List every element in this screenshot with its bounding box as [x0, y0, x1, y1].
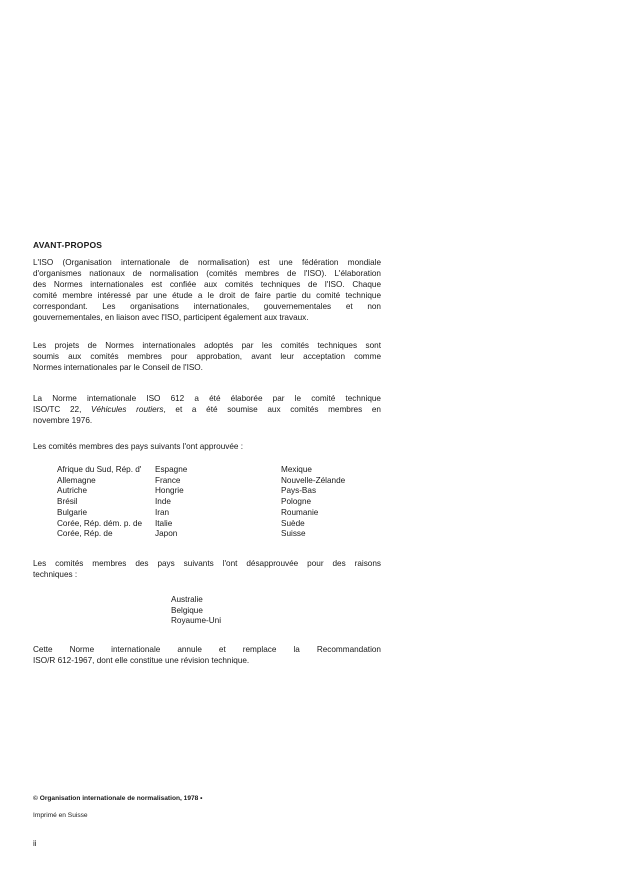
- country-item: Royaume-Uni: [171, 616, 222, 626]
- printed-notice: Imprimé en Suisse: [33, 812, 88, 819]
- standard-origin-paragraph: [33, 394, 381, 427]
- copyright-notice: © Organisation internationale de normalisation, 1978 •: [33, 795, 203, 802]
- text-line: novembre 1976.: [33, 415, 93, 425]
- text-line: [33, 405, 381, 416]
- text-line: des Normes internationales est confiée aux comités techniques de l'ISO. Chaque: [33, 279, 381, 289]
- country-item: Pologne: [281, 497, 312, 507]
- draft-standards-paragraph: [33, 341, 381, 374]
- text-line: d'organismes nationaux de normalisation (comités membres de l'ISO). L'élaboration: [33, 268, 381, 278]
- country-item: Suisse: [281, 529, 306, 539]
- country-item: Nouvelle-Zélande: [281, 475, 346, 485]
- committee-title: Véhicules routiers: [91, 404, 164, 414]
- country-item: Roumanie: [281, 507, 319, 517]
- country-item: France: [155, 475, 181, 485]
- page-number: ii: [33, 839, 37, 848]
- country-item: Allemagne: [57, 475, 96, 485]
- text-line: La Norme internationale ISO 612 a été élaborée par le comité technique: [33, 394, 381, 403]
- disapproval-intro: [33, 559, 381, 581]
- country-column: [57, 465, 142, 540]
- text-line: Les comités membres des pays suivants l'ont désapprouvée pour des raisons: [33, 559, 381, 568]
- country-item: Autriche: [57, 486, 88, 496]
- text-line: Normes internationales par le Conseil de l'ISO.: [33, 362, 203, 372]
- country-item: Espagne: [155, 465, 188, 474]
- text-line: Cette Norme internationale annule et remplace la Recommandation: [33, 645, 381, 654]
- country-item: Corée, Rép. dém. p. de: [57, 518, 143, 528]
- country-item: Italie: [155, 518, 173, 528]
- country-item: Japon: [155, 529, 178, 539]
- country-item: Hongrie: [155, 486, 184, 496]
- foreword-heading: AVANT-PROPOS: [33, 240, 103, 250]
- country-item: Pays-Bas: [281, 486, 317, 496]
- country-item: Brésil: [57, 497, 78, 507]
- text-line: soumis aux comités membres pour approbation, avant leur acceptation comme: [33, 351, 381, 361]
- country-item: Inde: [155, 497, 171, 507]
- text-line: comité membre intéressé par une étude a le droit de faire partie du comité technique: [33, 290, 381, 300]
- text-line: correspondant. Les organisations internationales, gouvernementales et non: [33, 301, 381, 311]
- country-item: Corée, Rép. de: [57, 529, 113, 539]
- cancellation-paragraph: [33, 645, 381, 667]
- country-column: [155, 465, 187, 540]
- country-item: Belgique: [171, 605, 203, 615]
- text-line: Les projets de Normes internationales adoptés par les comités techniques sont: [33, 341, 381, 350]
- country-item: Suède: [281, 518, 305, 528]
- text-line: gouvernementales, en liaison avec l'ISO, participent également aux travaux.: [33, 312, 309, 322]
- iso-intro-paragraph: [33, 258, 381, 323]
- text-line: Les comités membres des pays suivants l'ont approuvée :: [33, 442, 243, 451]
- country-column: [281, 465, 345, 540]
- disapproving-countries-list: [171, 595, 221, 627]
- country-item: Mexique: [281, 465, 312, 474]
- country-item: Iran: [155, 507, 170, 517]
- text-line: techniques :: [33, 569, 78, 579]
- country-item: Afrique du Sud, Rép. d': [57, 465, 142, 474]
- country-item: Bulgarie: [57, 507, 88, 517]
- country-item: Australie: [171, 595, 203, 604]
- approval-intro: [33, 442, 381, 453]
- text-fragment: ISO/TC 22,: [33, 404, 92, 414]
- text-line: L'ISO (Organisation internationale de normalisation) est une fédération mondiale: [33, 258, 381, 267]
- text-fragment: , et a été soumise aux comités membres en: [163, 404, 381, 414]
- text-line: ISO/R 612-1967, dont elle constitue une révision technique.: [33, 655, 250, 665]
